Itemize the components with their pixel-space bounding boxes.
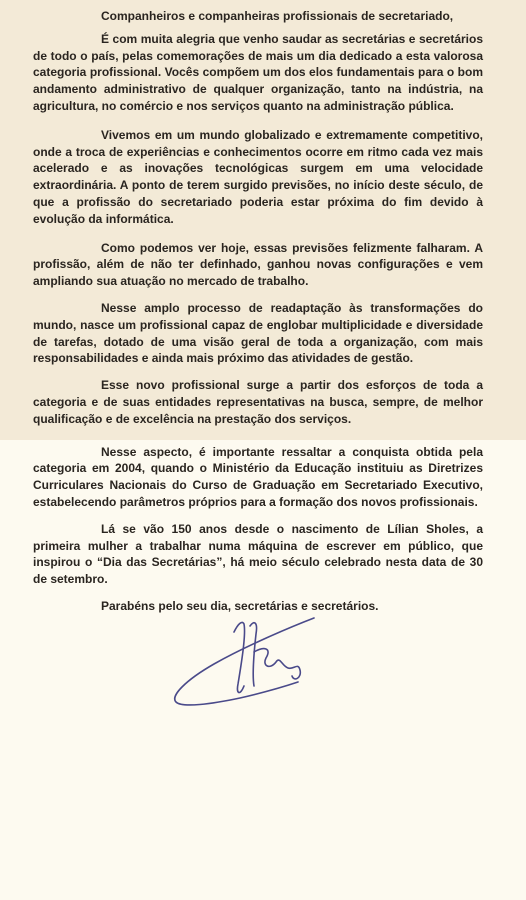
letter-body [33,8,483,615]
letter-paragraph: Esse novo profissional surge a partir dos esforços de toda a categoria e de suas entidades representativas na busca, sempre, de melhor qualificação e de excelência na prestação dos serviços. [33,378,483,426]
letter-salutation: Companheiros e companheiras profissionais de secretariado, [101,9,454,23]
letter-paragraph: É com muita alegria que venho saudar as secretárias e secretários de todo o país, pelas comemorações de mais um dia dedicado a esta valorosa categoria profissional. Vocês compõem um dos elos fundamentais para o bom andamento administrativo de qualquer organização, tanto na indústria, na agricultura, no comércio e nos serviços quanto na administração pública. [33,31,483,113]
letter-paragraph: Como podemos ver hoje, essas previsões felizmente falharam. A profissão, além de não ter definhado, ganhou novas configurações e vem ampliando sua atuação no mercado de trabalho. [33,240,483,289]
signature [168,612,318,708]
signature-stroke-3 [254,649,300,679]
letter-paragraph: Nesse aspecto, é importante ressaltar a conquista obtida pela categoria em 2004, quando o Ministério da Educação instituiu as Diretrizes Curriculares Nacionais do Curso de Graduação em Secretariado Executivo, estabelecendo parâmetros próprios para a formação dos novos profissionais. [33,444,483,509]
letter-paragraph: Lá se vão 150 anos desde o nascimento de Lílian Sholes, a primeira mulher a trabalhar numa máquina de escrever em público, que inspirou o “Dia das Secretárias”, há meio século celebrado nesta data de 30 de setembro. [33,521,483,587]
signature-stroke-2 [250,623,257,686]
letter-closing: Parabéns pelo seu dia, secretárias e secretários. [101,598,379,613]
letter-paragraph: Nesse amplo processo de readaptação às transformações do mundo, nasce um profissional capaz de englobar multiplicidade e diversidade de tarefas, dotado de uma visão geral de toda a organização, com mais responsabilidades e ainda mais próximo das atividades de gestão. [33,300,483,366]
signature-stroke-1 [234,622,245,692]
letter-paragraph: Vivemos em um mundo globalizado e extremamente competitivo, onde a troca de experiências e conhecimentos ocorre em ritmo cada vez mais acelerado e as inovações tecnológicas surgem em uma velocidade extraordinária. A ponto de terem surgido previsões, no início deste século, de que a profissão do secretariado poderia estar próxima do fim devido à evolução da informática. [33,127,483,226]
